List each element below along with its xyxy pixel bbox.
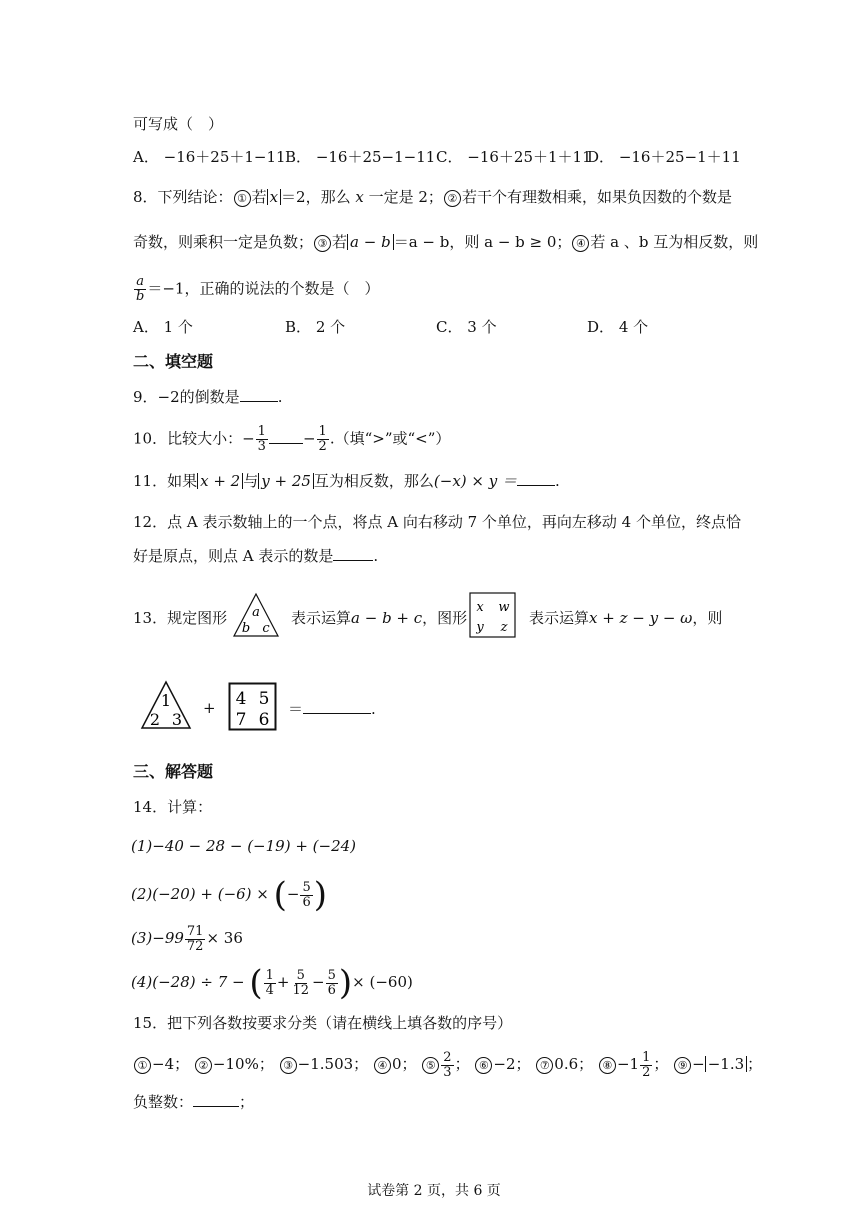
fraction: $\frac{2}{3}$ [443,1049,452,1080]
q8-line2: 奇数，则乘积一定是负数； ③ 若 a − b ＝a − b，则 a − b ≥ 0； ④ 若 a 、b 互为相反数，则 [133,233,759,251]
fraction: $\frac{1}{4}$ [265,967,274,998]
svg-text:2: 2 [149,710,161,729]
fraction: $\frac{1}{2}$ [318,424,327,454]
svg-text:6: 6 [258,710,270,730]
q13-text-b: 表示运算a − b + c，图形 [291,609,468,627]
triangle-symbol [232,592,280,638]
answer-blank[interactable] [333,546,373,561]
answer-blank[interactable] [240,387,278,402]
q7-tail: 可写成（ ） [133,115,224,133]
q7-option-a[interactable]: A． −16＋25＋1−11 [133,148,286,166]
q14-part2: (2)(−20) + (−6) × (− $\frac{5}{6}$ ) [131,875,328,915]
q7-option-b[interactable]: B． −16＋25−1−11 [285,148,436,166]
fraction: $\frac{71}{72}$ [186,923,204,954]
answer-blank[interactable] [517,471,555,486]
q8-option-a[interactable]: A． 1 个 [133,318,193,336]
q7-option-c[interactable]: C． −16＋25＋1＋11 [436,148,592,166]
section-heading-solve: 三、解答题 [133,762,214,781]
triangle-top: a [252,605,260,620]
circled-number: ④ [572,235,589,252]
square-symbol [469,592,517,638]
svg-text:5: 5 [258,689,270,709]
q8-line1: 8．下列结论： ① 若 x ＝2，那么 x 一定是 2； ② 若干个有理数相乘，如果负因数的个数是 [133,188,732,206]
q12-line1: 12．点 A 表示数轴上的一个点，将点 A 向右移动 7 个单位，再向左移动 4 个单位，终点恰 [133,513,741,531]
fraction: $\frac{5}{6}$ [327,967,336,998]
svg-text:w: w [498,600,510,615]
q8-option-d[interactable]: D． 4 个 [587,318,649,336]
q13-result: ＝ . [288,700,376,718]
fraction: $\frac{1}{3}$ [257,424,266,454]
q9: 9．−2的倒数是 . [133,388,283,406]
q14-part3: (3)−99 $\frac{71}{72}$ × 36 [131,923,243,954]
circled-number: ③ [314,235,331,252]
q13-text-a: 13．规定图形 [133,609,228,627]
answer-blank[interactable] [193,1092,239,1107]
svg-text:7: 7 [235,710,247,730]
page-footer: 试卷第 2 页，共 6 页 [367,1183,501,1199]
svg-text:y: y [476,620,484,635]
svg-text:1: 1 [160,691,172,710]
q10: 10．比较大小：− $\frac{1}{3}$ − $\frac{1}{2}$ .（填“>”或“<”） [133,424,451,454]
fraction: $\frac{5}{12}$ [292,967,310,998]
q14-part4: (4)(−28) ÷ 7 − ( $\frac{1}{4}$ + $\frac{5}{12}$ − $\frac{5}{6}$ )× (−60) [131,963,413,1003]
svg-text:4: 4 [235,689,247,709]
q11: 11．如果 x + 2 与 y + 25 互为相反数，那么(−x) × y ＝ . [133,472,560,490]
q8-option-b[interactable]: B． 2 个 [285,318,346,336]
q8-line3: $\frac{a}{b}$ ＝−1，正确的说法的个数是（ ） [136,274,380,304]
plus-sign: + [203,699,216,717]
fraction: $\frac{1}{2}$ [642,1049,651,1080]
circled-number: ① [234,190,251,207]
section-heading-fill-in: 二、填空题 [133,352,214,371]
q15-items: ① −4； ② −10%； ③ −1.503； ④ 0； ⑤ $\frac{2}{3}$ ； ⑥ −2； ⑦ 0.6； ⑧ −1 $\frac{1}{2}$ ； ⑨ − −1.3 ； [133,1044,762,1084]
svg-text:x: x [476,600,484,615]
triangle-left: b [241,621,251,636]
q14-part1: (1)−40 − 28 − (−19) + (−24) [131,837,357,855]
triangle-numbers [140,680,192,730]
svg-text:z: z [500,620,508,635]
q7-option-d[interactable]: D． −16＋25−1＋11 [587,148,741,166]
q15-negative-integers: 负整数： ； [133,1093,255,1111]
square-numbers [228,682,278,732]
circled-number: ② [444,190,461,207]
q13-text-d: 表示运算x + z − y − ω，则 [529,609,723,627]
triangle-right: c [262,621,270,636]
svg-text:3: 3 [171,710,183,729]
fraction: $\frac{5}{6}$ [302,879,311,910]
q8-option-c[interactable]: C． 3 个 [436,318,497,336]
answer-blank[interactable] [269,429,303,444]
q12-line2: 好是原点，则点 A 表示的数是 . [133,547,379,565]
q15-title: 15．把下列各数按要求分类（请在横线上填各数的序号） [133,1014,513,1032]
answer-blank[interactable] [303,699,371,714]
q14-title: 14．计算： [133,798,213,816]
fraction: $\frac{a}{b}$ [136,274,145,304]
